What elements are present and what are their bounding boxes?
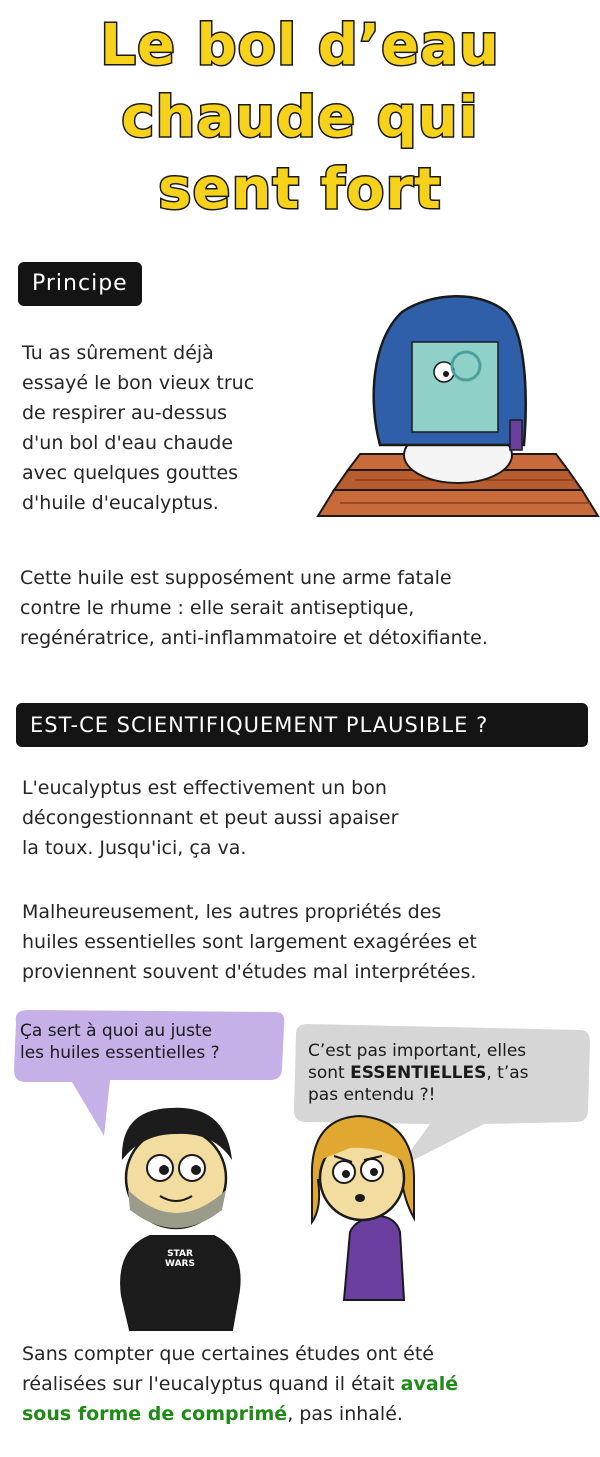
- bubble-right-text-a: C’est pas important, elles sont: [308, 1041, 527, 1083]
- intro-paragraph: Tu as sûrement déjà essayé le bon vieux truc de respirer au-dessus d'un bol d'eau chaude avec quelques gouttes d'huile d'eucalyptus.: [22, 342, 255, 514]
- bubble-right-bold: ESSENTIELLES: [350, 1063, 487, 1083]
- woman-character: [312, 1116, 414, 1300]
- speech-bubble-left-text: Ça sert à quoi au juste les huiles essentielles ?: [20, 1021, 220, 1063]
- conclusion-highlight: avalé sous forme de comprimé: [22, 1373, 459, 1425]
- decongestant-paragraph: L'eucalyptus est effectivement un bon décongestionnant et peut aussi apaiser la toux. Jusqu'ici, ça va.: [22, 777, 399, 859]
- bubble-right-text-b: , t’as pas entendu ?!: [308, 1063, 529, 1105]
- conclusion-paragraph: [22, 1339, 592, 1429]
- speech-bubble-right-text: [308, 1040, 578, 1106]
- page-title-line-2: chaude qui: [121, 85, 479, 150]
- conclusion-text-a: Sans compter que certaines études ont été réalisées sur l'eucalyptus quand il était: [22, 1343, 434, 1395]
- exaggeration-paragraph: Malheureusement, les autres propriétés des huiles essentielles sont largement exagérées et proviennent souvent d'études mal interprétées.: [22, 901, 477, 983]
- section-heading-plausible: EST-CE SCIENTIFIQUEMENT PLAUSIBLE ?: [16, 703, 588, 747]
- shirt-text-star: STAR: [167, 1249, 193, 1259]
- conclusion-text-b: , pas inhalé.: [287, 1403, 403, 1425]
- shirt-text-wars: WARS: [165, 1259, 195, 1269]
- man-character: [121, 1108, 240, 1330]
- page-title-line-1: Le bol d’eau: [100, 13, 500, 78]
- claim-paragraph: Cette huile est supposément une arme fatale contre le rhume : elle serait antiseptique, regénératrice, anti-inflammatoire et détoxifiante.: [20, 567, 488, 649]
- section-heading-principe: Principe: [18, 262, 142, 306]
- page-title-line-3: sent fort: [158, 157, 442, 222]
